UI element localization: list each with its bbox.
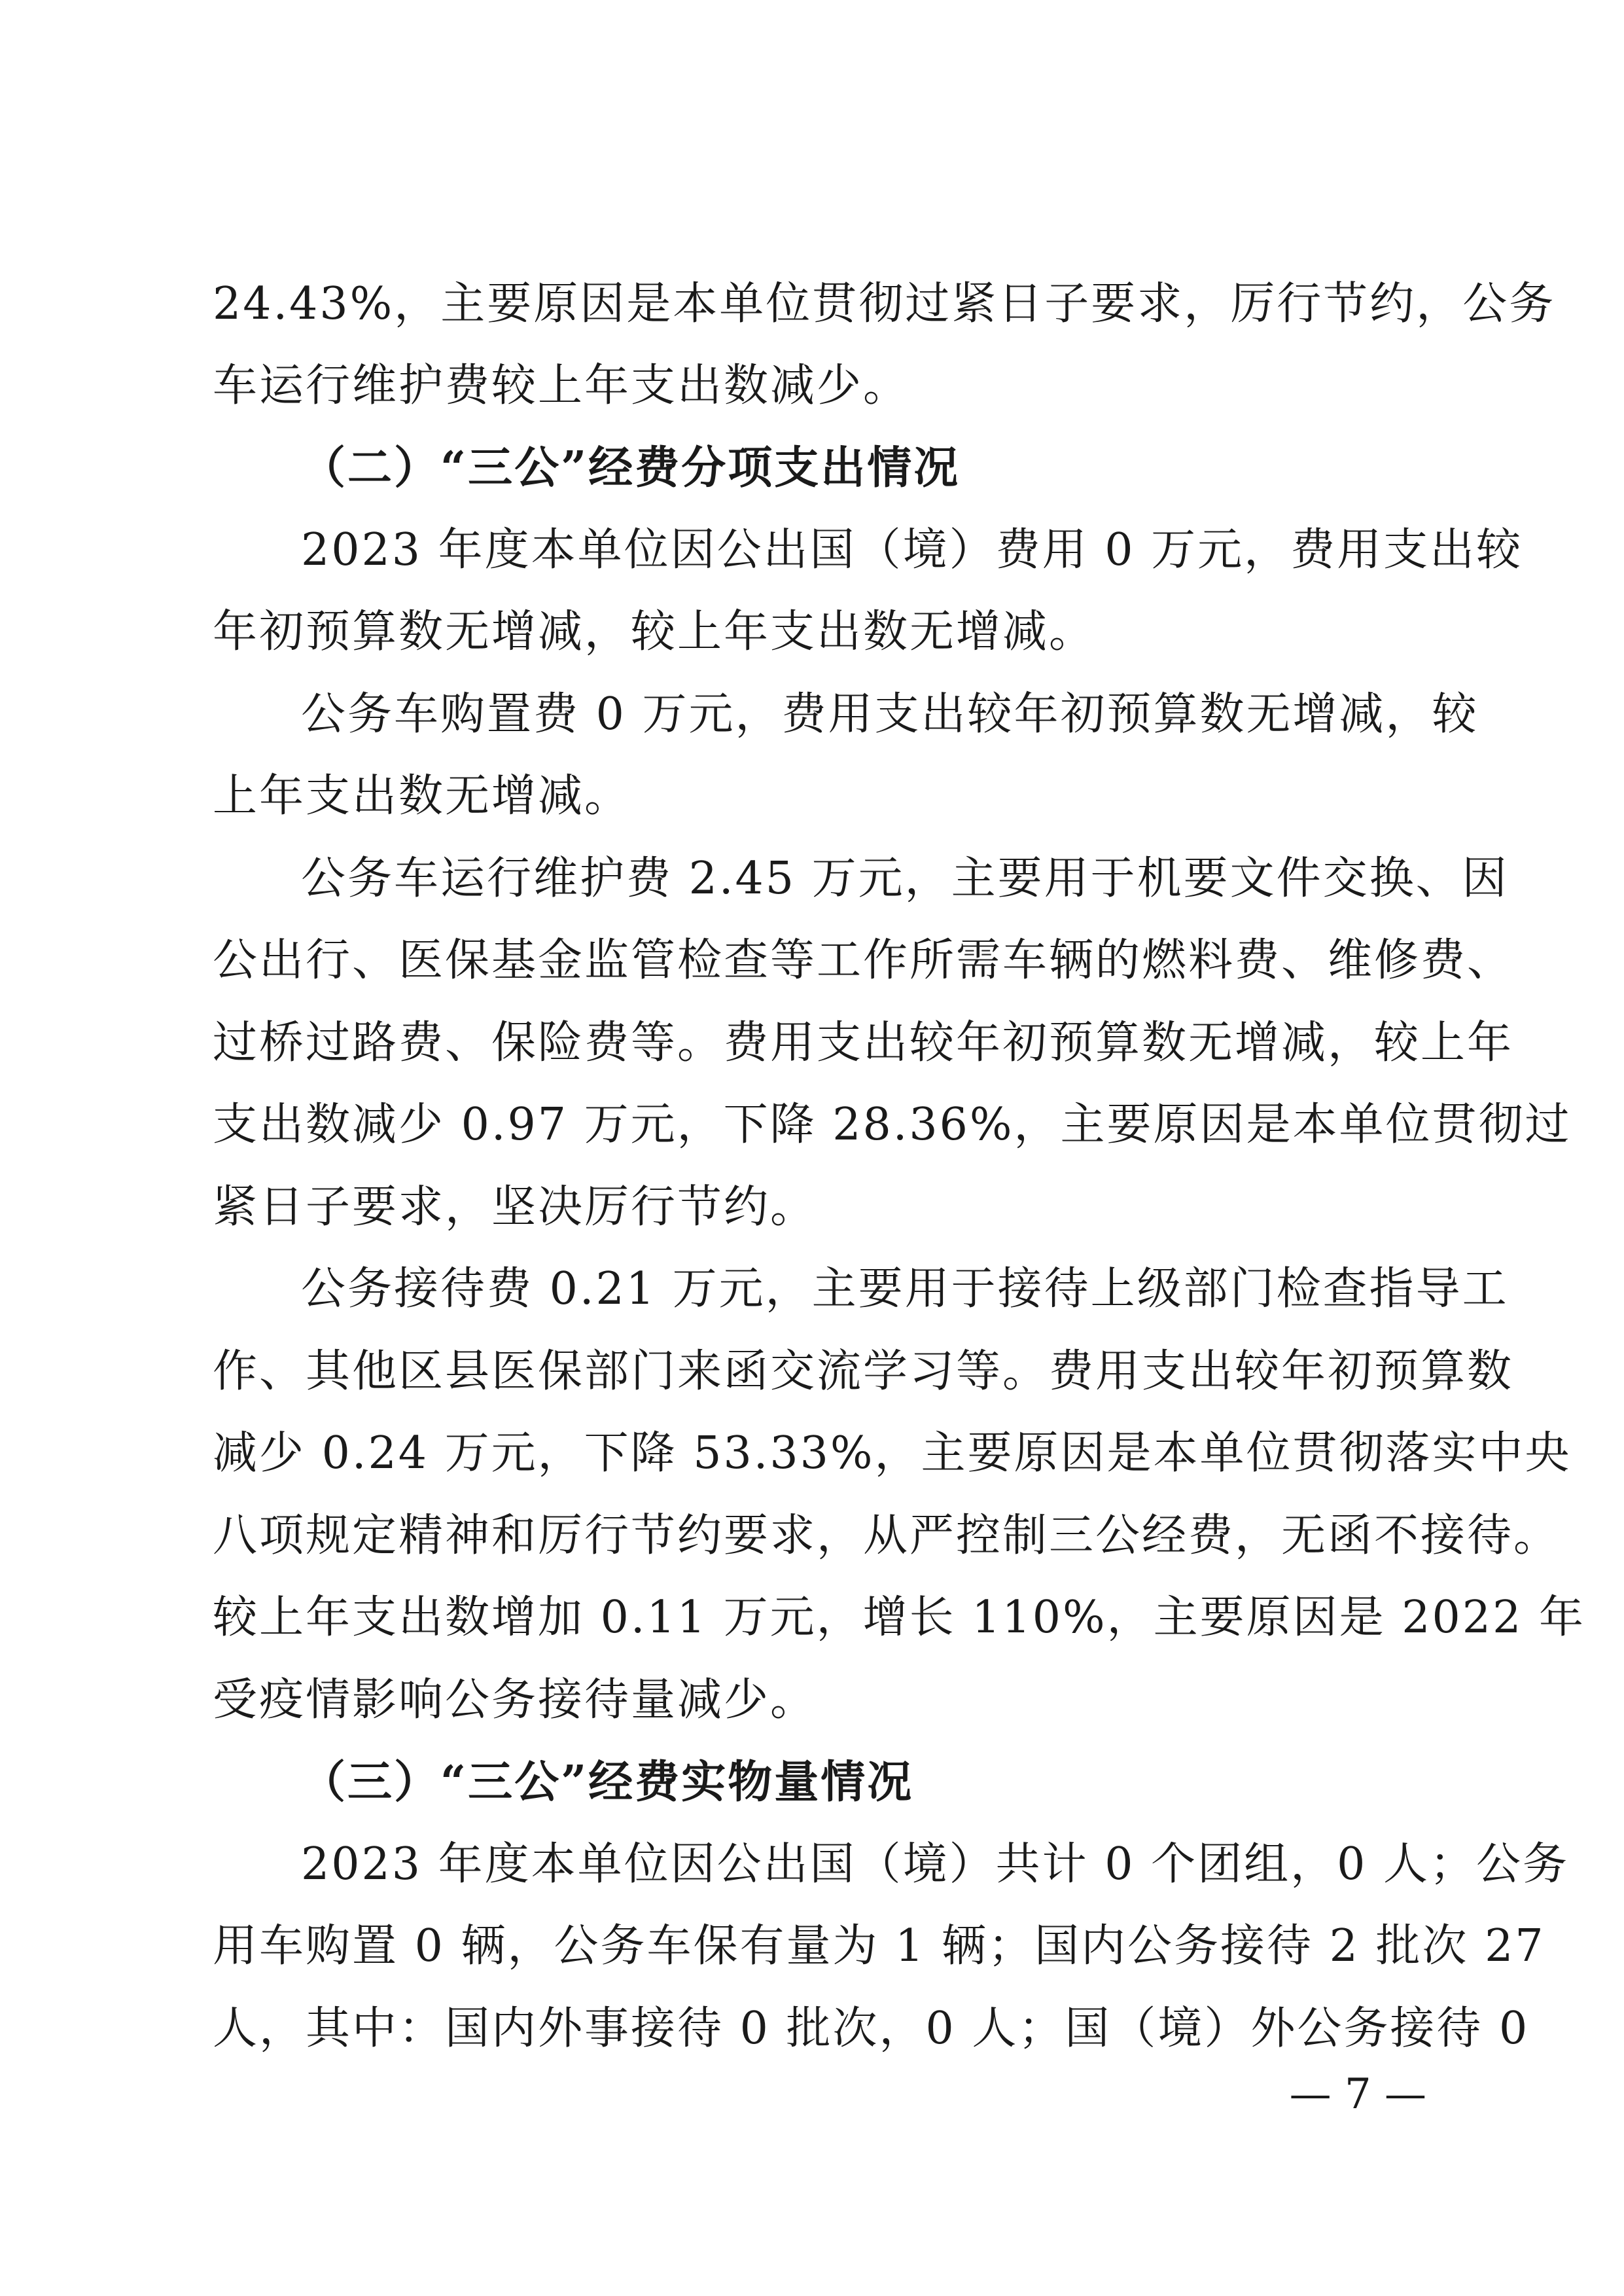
paragraph-vehicle-operation-line-3: 过桥过路费、保险费等。费用支出较年初预算数无增减，较上年: [213, 1017, 1514, 1069]
paragraph-physical-quantity-line-1: 2023 年度本单位因公出国（境）共计 0 个团组，0 人；公务: [301, 1839, 1570, 1890]
paragraph-vehicle-operation-line-2: 公出行、医保基金监管检查等工作所需车辆的燃料费、维修费、: [213, 935, 1514, 986]
section-heading-2: （二）“三公”经费分项支出情况: [301, 442, 961, 494]
paragraph-physical-quantity-line-3: 人，其中：国内外事接待 0 批次，0 人；国（境）外公务接待 0: [213, 2003, 1530, 2054]
paragraph-reception-line-2: 作、其他区县医保部门来函交流学习等。费用支出较年初预算数: [213, 1346, 1514, 1397]
body-line-1: 24.43%，主要原因是本单位贯彻过紧日子要求，厉行节约，公务: [213, 278, 1556, 330]
paragraph-reception-line-4: 八项规定精神和厉行节约要求，从严控制三公经费，无函不接待。: [213, 1510, 1561, 1562]
paragraph-vehicle-purchase-line-2: 上年支出数无增减。: [213, 770, 631, 822]
paragraph-reception-line-3: 减少 0.24 万元，下降 53.33%，主要原因是本单位贯彻落实中央: [213, 1427, 1572, 1479]
paragraph-travel-abroad-line-2: 年初预算数无增减，较上年支出数无增减。: [213, 606, 1096, 658]
paragraph-vehicle-operation-line-4: 支出数减少 0.97 万元，下降 28.36%，主要原因是本单位贯彻过: [213, 1099, 1572, 1151]
paragraph-reception-line-6: 受疫情影响公务接待量减少。: [213, 1674, 817, 1726]
paragraph-physical-quantity-line-2: 用车购置 0 辆，公务车保有量为 1 辆；国内公务接待 2 批次 27: [213, 1920, 1545, 1972]
paragraph-vehicle-operation-line-5: 紧日子要求，坚决厉行节约。: [213, 1181, 817, 1233]
page-number: — 7 —: [1289, 2070, 1426, 2119]
paragraph-vehicle-operation-line-1: 公务车运行维护费 2.45 万元，主要用于机要文件交换、因: [301, 853, 1509, 905]
paragraph-reception-line-1: 公务接待费 0.21 万元，主要用于接待上级部门检查指导工: [301, 1263, 1509, 1315]
body-line-2: 车运行维护费较上年支出数减少。: [213, 360, 910, 412]
paragraph-travel-abroad-line-1: 2023 年度本单位因公出国（境）费用 0 万元，费用支出较: [301, 524, 1523, 576]
paragraph-reception-line-5: 较上年支出数增加 0.11 万元，增长 110%，主要原因是 2022 年: [213, 1592, 1585, 1643]
section-heading-3: （三）“三公”经费实物量情况: [301, 1756, 914, 1808]
paragraph-vehicle-purchase-line-1: 公务车购置费 0 万元，费用支出较年初预算数无增减，较: [301, 689, 1479, 740]
